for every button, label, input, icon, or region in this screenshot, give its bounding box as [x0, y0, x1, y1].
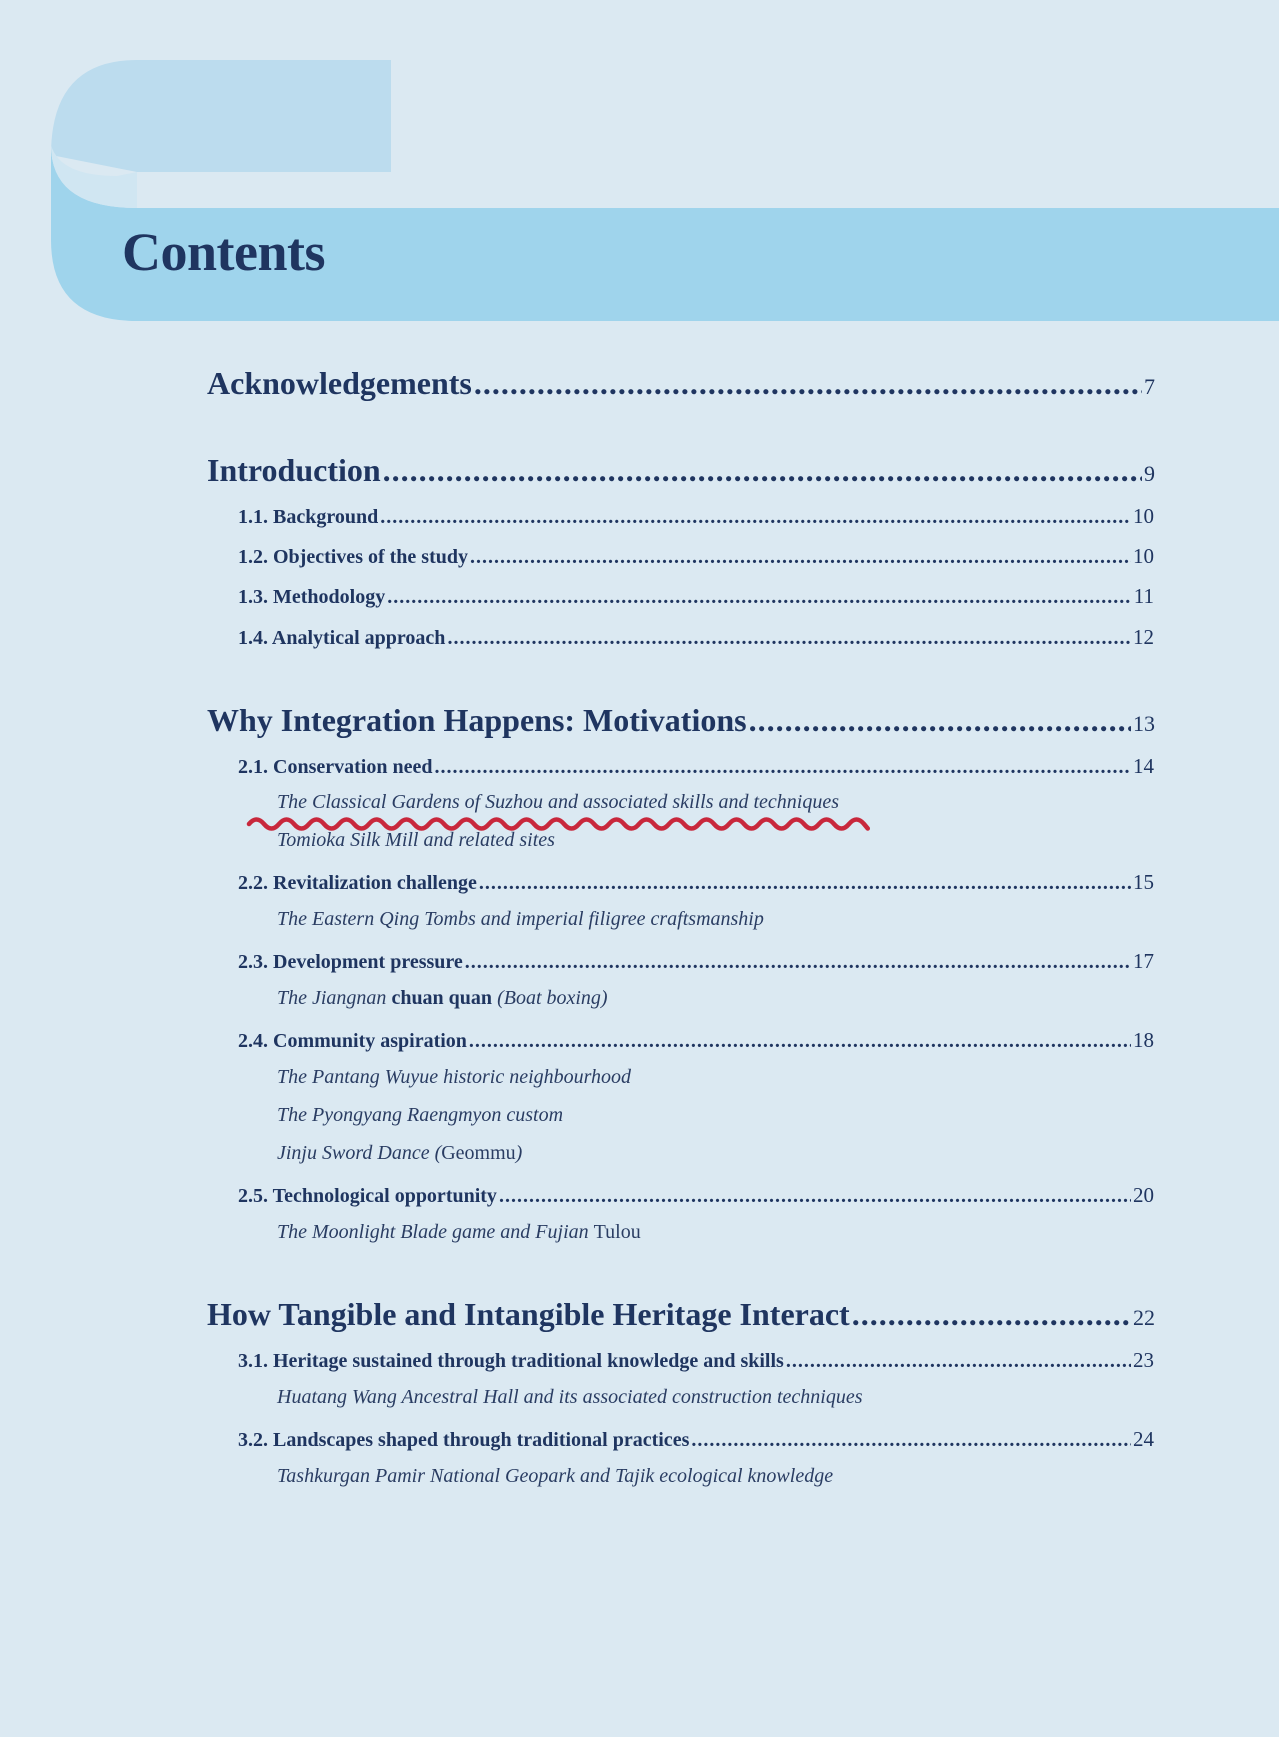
- section-title: 2.4. Community aspiration: [238, 1030, 467, 1052]
- page-number: 12: [1133, 625, 1154, 649]
- page-number: 10: [1133, 544, 1154, 568]
- section-title: 3.2. Landscapes shaped through traditional practices: [238, 1429, 690, 1451]
- page-number: 20: [1133, 1183, 1154, 1207]
- case-text-bold: chuan quan: [391, 987, 493, 1009]
- case-text: ): [515, 1142, 523, 1164]
- section-title: 2.2. Revitalization challenge: [238, 872, 477, 894]
- case-study-item[interactable]: The Pantang Wuyue historic neighbourhood: [277, 1066, 632, 1088]
- page-number: 13: [1133, 711, 1155, 736]
- page-number: 11: [1133, 584, 1154, 608]
- section-title: 2.5. Technological opportunity: [238, 1185, 497, 1207]
- page-number: 9: [1144, 461, 1155, 486]
- case-text-upright: Geommu: [441, 1142, 516, 1164]
- page-number: 18: [1133, 1028, 1154, 1052]
- page-title: Contents: [122, 222, 326, 282]
- chapter-title: How Tangible and Intangible Heritage Interact: [207, 1296, 850, 1332]
- page-number: 23: [1133, 1348, 1154, 1372]
- case-study-item[interactable]: Huatang Wang Ancestral Hall and its associated construction techniques: [277, 1386, 863, 1408]
- section-title: 2.3. Development pressure: [238, 951, 463, 973]
- page-number: 15: [1133, 870, 1154, 894]
- page-number: 7: [1144, 374, 1155, 399]
- case-study-item[interactable]: Tashkurgan Pamir National Geopark and Tajik ecological knowledge: [277, 1465, 834, 1487]
- page-number: 17: [1133, 949, 1154, 973]
- section-title: 1.3. Methodology: [238, 586, 386, 608]
- section-title: 2.1. Conservation need: [238, 756, 433, 778]
- section-title: 1.2. Objectives of the study: [238, 546, 468, 568]
- page-number: 22: [1133, 1305, 1155, 1330]
- case-text: Jinju Sword Dance (: [277, 1142, 442, 1164]
- page-number: 14: [1133, 754, 1154, 778]
- case-text: (Boat boxing): [497, 987, 608, 1009]
- chapter-title: Acknowledgements: [207, 365, 472, 401]
- case-study-item[interactable]: The Eastern Qing Tombs and imperial filigree craftsmanship: [277, 908, 764, 930]
- case-text-upright: Tulou: [593, 1221, 641, 1243]
- case-study-item[interactable]: Tomioka Silk Mill and related sites: [277, 829, 555, 851]
- section-title: 1.1. Background: [238, 506, 379, 528]
- section-title: 1.4. Analytical approach: [238, 627, 446, 649]
- page-number: 10: [1133, 504, 1154, 528]
- chapter-title: Introduction: [207, 452, 381, 488]
- section-title: 3.1. Heritage sustained through traditional knowledge and skills: [238, 1350, 784, 1372]
- case-study-item[interactable]: The Pyongyang Raengmyon custom: [277, 1104, 564, 1126]
- case-text: The Jiangnan: [277, 987, 387, 1009]
- wavy-underline: [249, 820, 868, 829]
- case-study-item[interactable]: The Classical Gardens of Suzhou and associated skills and techniques: [277, 791, 840, 813]
- page-number: 24: [1133, 1427, 1154, 1451]
- chapter-title: Why Integration Happens: Motivations: [207, 702, 747, 738]
- case-text: The Moonlight Blade game and Fujian: [277, 1221, 589, 1243]
